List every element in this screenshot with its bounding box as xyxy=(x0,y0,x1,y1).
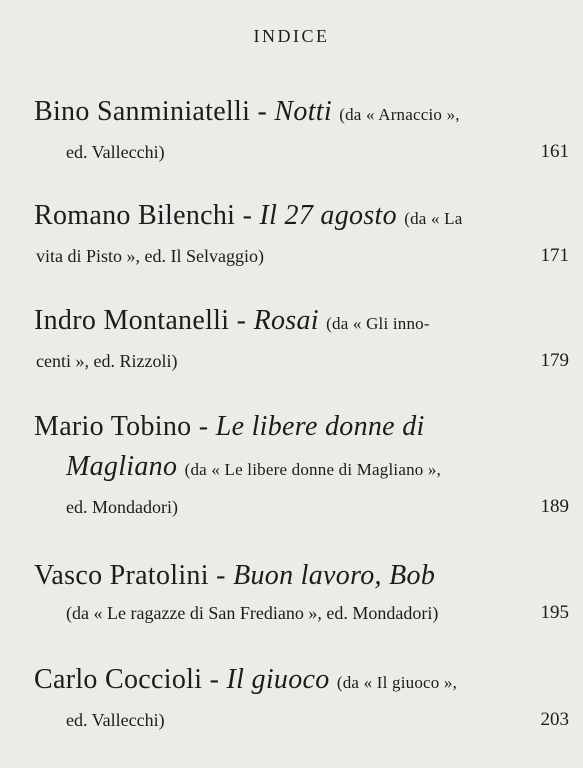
index-entry xyxy=(34,196,569,273)
entry-heading: Mario Tobino - Le libere donne di xyxy=(34,411,425,442)
entry-page-number: 179 xyxy=(540,350,569,371)
entry-author: Carlo Coccioli xyxy=(34,664,203,695)
entry-page-number: 171 xyxy=(540,245,569,266)
entry-author: Romano Bilenchi xyxy=(34,200,236,231)
entry-work-title: Notti xyxy=(274,96,332,127)
entry-heading: Vasco Pratolini - Buon lavoro, Bob xyxy=(34,560,436,591)
entry-source-cont: ed. Vallecchi) xyxy=(66,142,165,162)
entry-heading-cont xyxy=(34,447,569,490)
entry-source: (da « Arnaccio », xyxy=(339,105,460,124)
entry-author: Indro Montanelli xyxy=(34,305,230,336)
entry-author: Bino Sanminiatelli xyxy=(34,96,251,127)
entry-page-number: 203 xyxy=(540,709,569,730)
entry-heading: Carlo Coccioli - Il giuoco (da « Il giuoco », xyxy=(34,664,458,695)
index-entry xyxy=(34,407,569,524)
entry-source-line xyxy=(34,344,569,378)
entry-source-cont: ed. Vallecchi) xyxy=(66,710,165,730)
entry-source: (da « Le libere donne di Magliano », xyxy=(184,460,442,479)
entry-page-number: 161 xyxy=(540,141,569,162)
entry-source-cont: vita di Pisto », ed. Il Selvaggio) xyxy=(36,246,264,266)
entry-source-cont: ed. Mondadori) xyxy=(66,497,178,517)
entry-source-line xyxy=(34,135,569,169)
entry-work-title-cont: Magliano xyxy=(66,451,178,482)
entry-source-line xyxy=(34,239,569,273)
page-title: INDICE xyxy=(253,26,330,46)
entry-page-number: 195 xyxy=(540,602,569,623)
entry-work-title: Le libere donne di xyxy=(215,411,425,442)
entry-heading: Bino Sanminiatelli - Notti (da « Arnaccio », xyxy=(34,96,460,127)
index-entry xyxy=(34,556,569,630)
entry-work-title: Il 27 agosto xyxy=(259,200,397,231)
entry-author: Vasco Pratolini xyxy=(34,560,209,591)
entry-source-cont: (da « Le ragazze di San Frediano », ed. Mondadori) xyxy=(66,603,439,623)
entry-source-line xyxy=(34,596,569,630)
index-entry xyxy=(34,92,569,169)
entry-page-number: 189 xyxy=(540,496,569,517)
entry-source: (da « Gli inno- xyxy=(326,314,430,333)
index-entry xyxy=(34,301,569,378)
entry-work-title: Rosai xyxy=(253,305,319,336)
entry-work-title: Buon lavoro, Bob xyxy=(233,560,436,591)
entry-source: (da « Il giuoco », xyxy=(336,673,458,692)
entry-work-title: Il giuoco xyxy=(226,664,330,695)
entry-source-line xyxy=(34,703,569,737)
entry-author: Mario Tobino xyxy=(34,411,192,442)
entry-source-line xyxy=(34,490,569,524)
entry-heading: Indro Montanelli - Rosai (da « Gli inno- xyxy=(34,305,430,336)
entry-source: (da « La xyxy=(404,209,463,228)
entry-heading: Romano Bilenchi - Il 27 agosto (da « La xyxy=(34,200,463,231)
index-entry xyxy=(34,660,569,737)
entry-source-cont: centi », ed. Rizzoli) xyxy=(36,351,178,371)
